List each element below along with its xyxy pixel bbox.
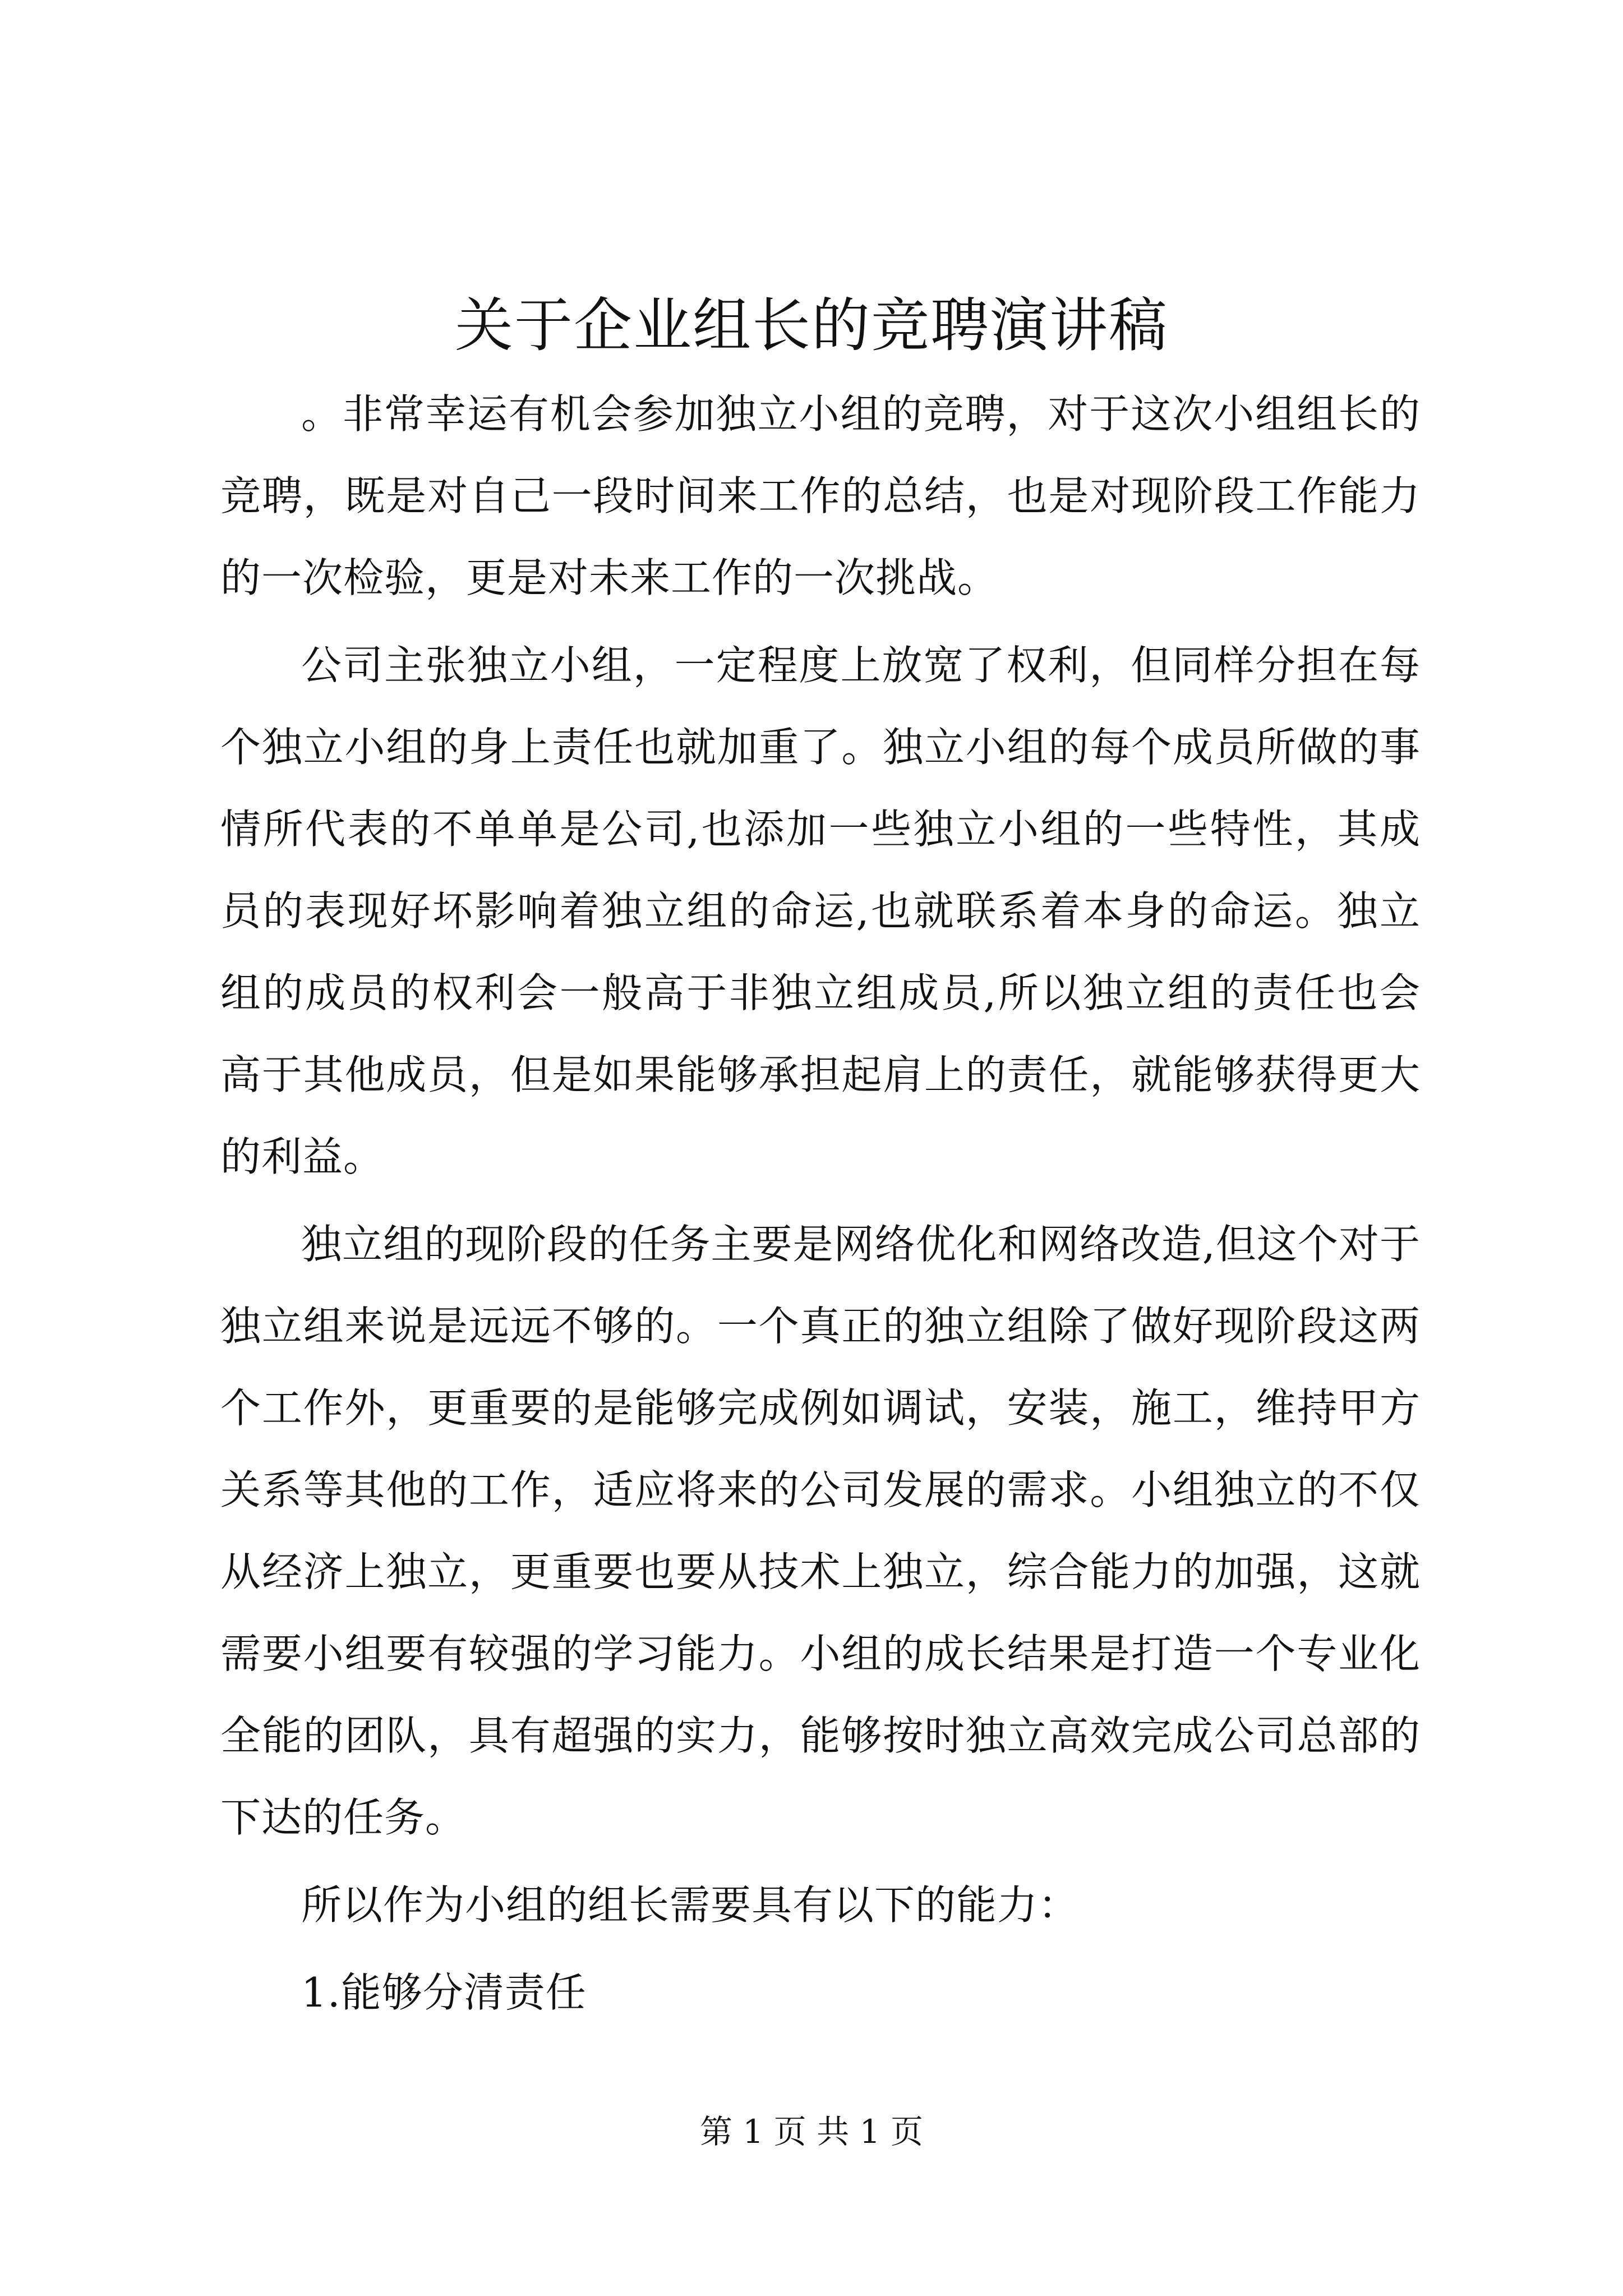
page-footer: 第 1 页 共 1 页 xyxy=(700,2113,923,2151)
list-item-responsibility: 1.能够分清责任 xyxy=(301,1969,587,2016)
document-body xyxy=(220,373,1421,2039)
paragraph-independent-group: 公司主张独立小组，一定程度上放宽了权利，但同样分担在每个独立小组的身上责任也就加重了。独立小组的每个成员所做的事情所代表的不单单是公司,也添加一些独立小组的一些特性，其成员的表现好坏影响着独立组的命运,也就联系着本身的命运。独立组的成员的权利会一般高于非独立组成员,所以独立组的责任也会高于其他成员，但是如果能够承担起肩上的责任，就能够获得更大的利益。 xyxy=(220,642,1421,1180)
paragraph-current-tasks: 独立组的现阶段的任务主要是网络优化和网络改造,但这个对于独立组来说是远远不够的。一个真正的独立组除了做好现阶段这两个工作外，更重要的是能够完成例如调试，安装，施工，维持甲方关系等其他的工作，适应将来的公司发展的需求。小组独立的不仅从经济上独立，更重要也要从技术上独立，综合能力的加强，这就需要小组要有较强的学习能力。小组的成长结果是打造一个专业化全能的团队，具有超强的实力，能够按时独立高效完成公司总部的下达的任务。 xyxy=(220,1221,1421,1841)
paragraph-leader-abilities: 所以作为小组的组长需要具有以下的能力： xyxy=(301,1881,1080,1929)
document-title: 关于企业组长的竞聘演讲稿 xyxy=(454,291,1168,360)
paragraph-intro: 。非常幸运有机会参加独立小组的竞聘，对于这次小组组长的竞聘，既是对自己一段时间来工作的总结，也是对现阶段工作能力的一次检验，更是对未来工作的一次挑战。 xyxy=(220,390,1421,601)
